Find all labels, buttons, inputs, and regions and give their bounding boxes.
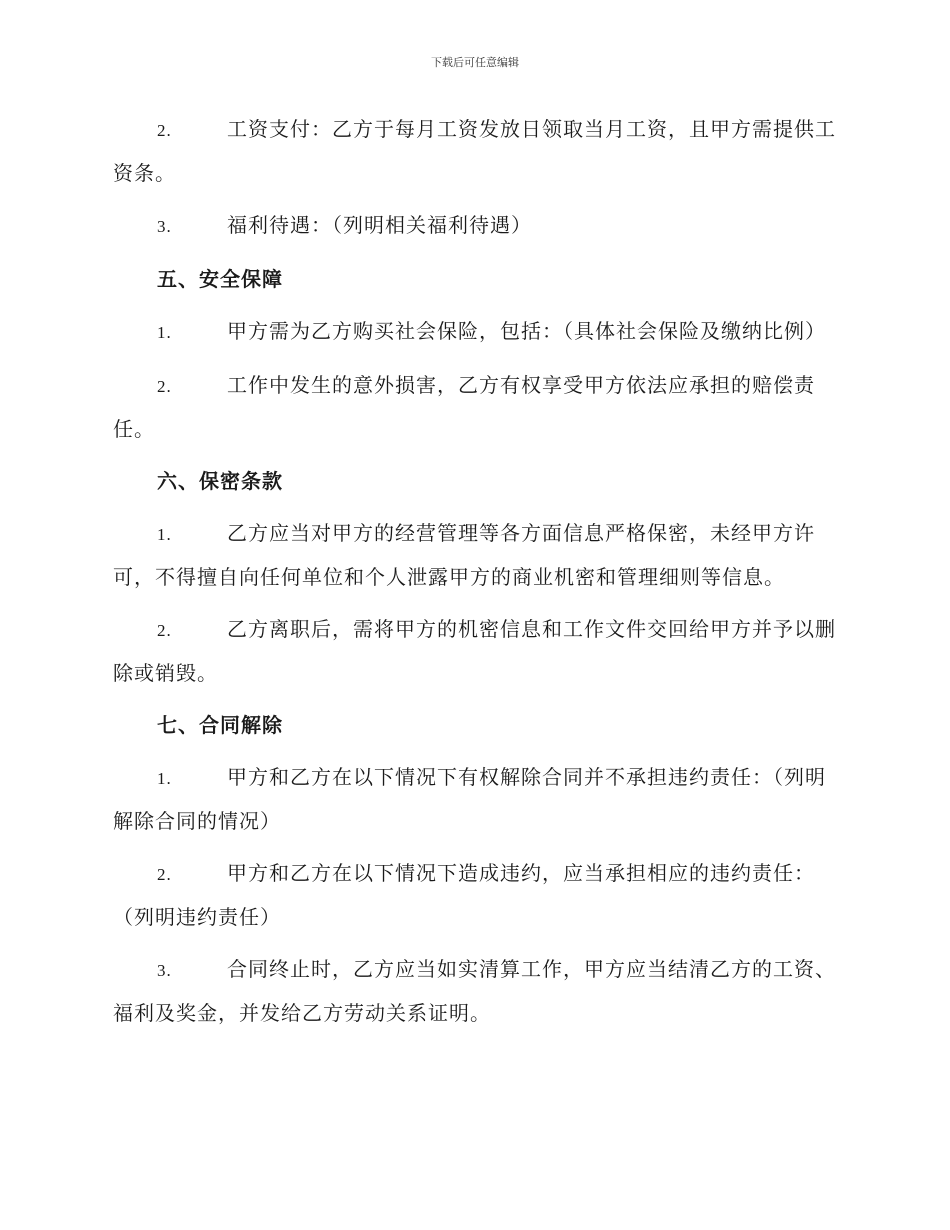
- clause-text: 合同终止时，乙方应当如实清算工作，甲方应当结清乙方的工资、福利及奖金，并发给乙方劳动关系证明。: [113, 957, 836, 1025]
- clause-text: 乙方离职后，需将甲方的机密信息和工作文件交回给甲方并予以删除或销毁。: [113, 617, 836, 685]
- clause-number: 2.: [157, 621, 172, 640]
- clause-6-1: [113, 512, 838, 598]
- document-body: [113, 108, 838, 1044]
- clause-4-2: [113, 108, 838, 194]
- clause-number: 3.: [157, 961, 172, 980]
- section-heading-termination: 七、合同解除: [157, 713, 283, 737]
- clause-text: 甲方需为乙方购买社会保险，包括：（具体社会保险及缴纳比例）: [227, 319, 826, 343]
- clause-number: 2.: [157, 121, 172, 140]
- page-header: 下载后可任意编辑: [431, 56, 519, 69]
- clause-7-2: [113, 852, 838, 938]
- section-heading-confidentiality: 六、保密条款: [157, 469, 283, 493]
- clause-5-2: [113, 364, 838, 450]
- clause-7-3: [113, 948, 838, 1034]
- clause-number: 1.: [157, 323, 172, 342]
- clause-text: 乙方应当对甲方的经营管理等各方面信息严格保密，未经甲方许可，不得擅自向任何单位和个人泄露甲方的商业机密和管理细则等信息。: [113, 521, 815, 589]
- clause-text: 甲方和乙方在以下情况下有权解除合同并不承担违约责任：（列明解除合同的情况）: [113, 765, 826, 833]
- clause-7-1: [113, 756, 838, 842]
- clause-text: 甲方和乙方在以下情况下造成违约，应当承担相应的违约责任：（列明违约责任）: [113, 861, 815, 929]
- clause-text: 工资支付：乙方于每月工资发放日领取当月工资，且甲方需提供工资条。: [113, 117, 836, 185]
- clause-5-1: [113, 310, 838, 354]
- clause-number: 1.: [157, 525, 172, 544]
- clause-6-2: [113, 608, 838, 694]
- clause-number: 2.: [157, 865, 172, 884]
- section-heading-safety: 五、安全保障: [157, 267, 283, 291]
- clause-number: 3.: [157, 217, 172, 236]
- clause-4-3: [113, 204, 838, 248]
- clause-text: 工作中发生的意外损害，乙方有权享受甲方依法应承担的赔偿责任。: [113, 373, 815, 441]
- clause-number: 2.: [157, 377, 172, 396]
- clause-text: 福利待遇：（列明相关福利待遇）: [227, 213, 532, 237]
- clause-number: 1.: [157, 769, 172, 788]
